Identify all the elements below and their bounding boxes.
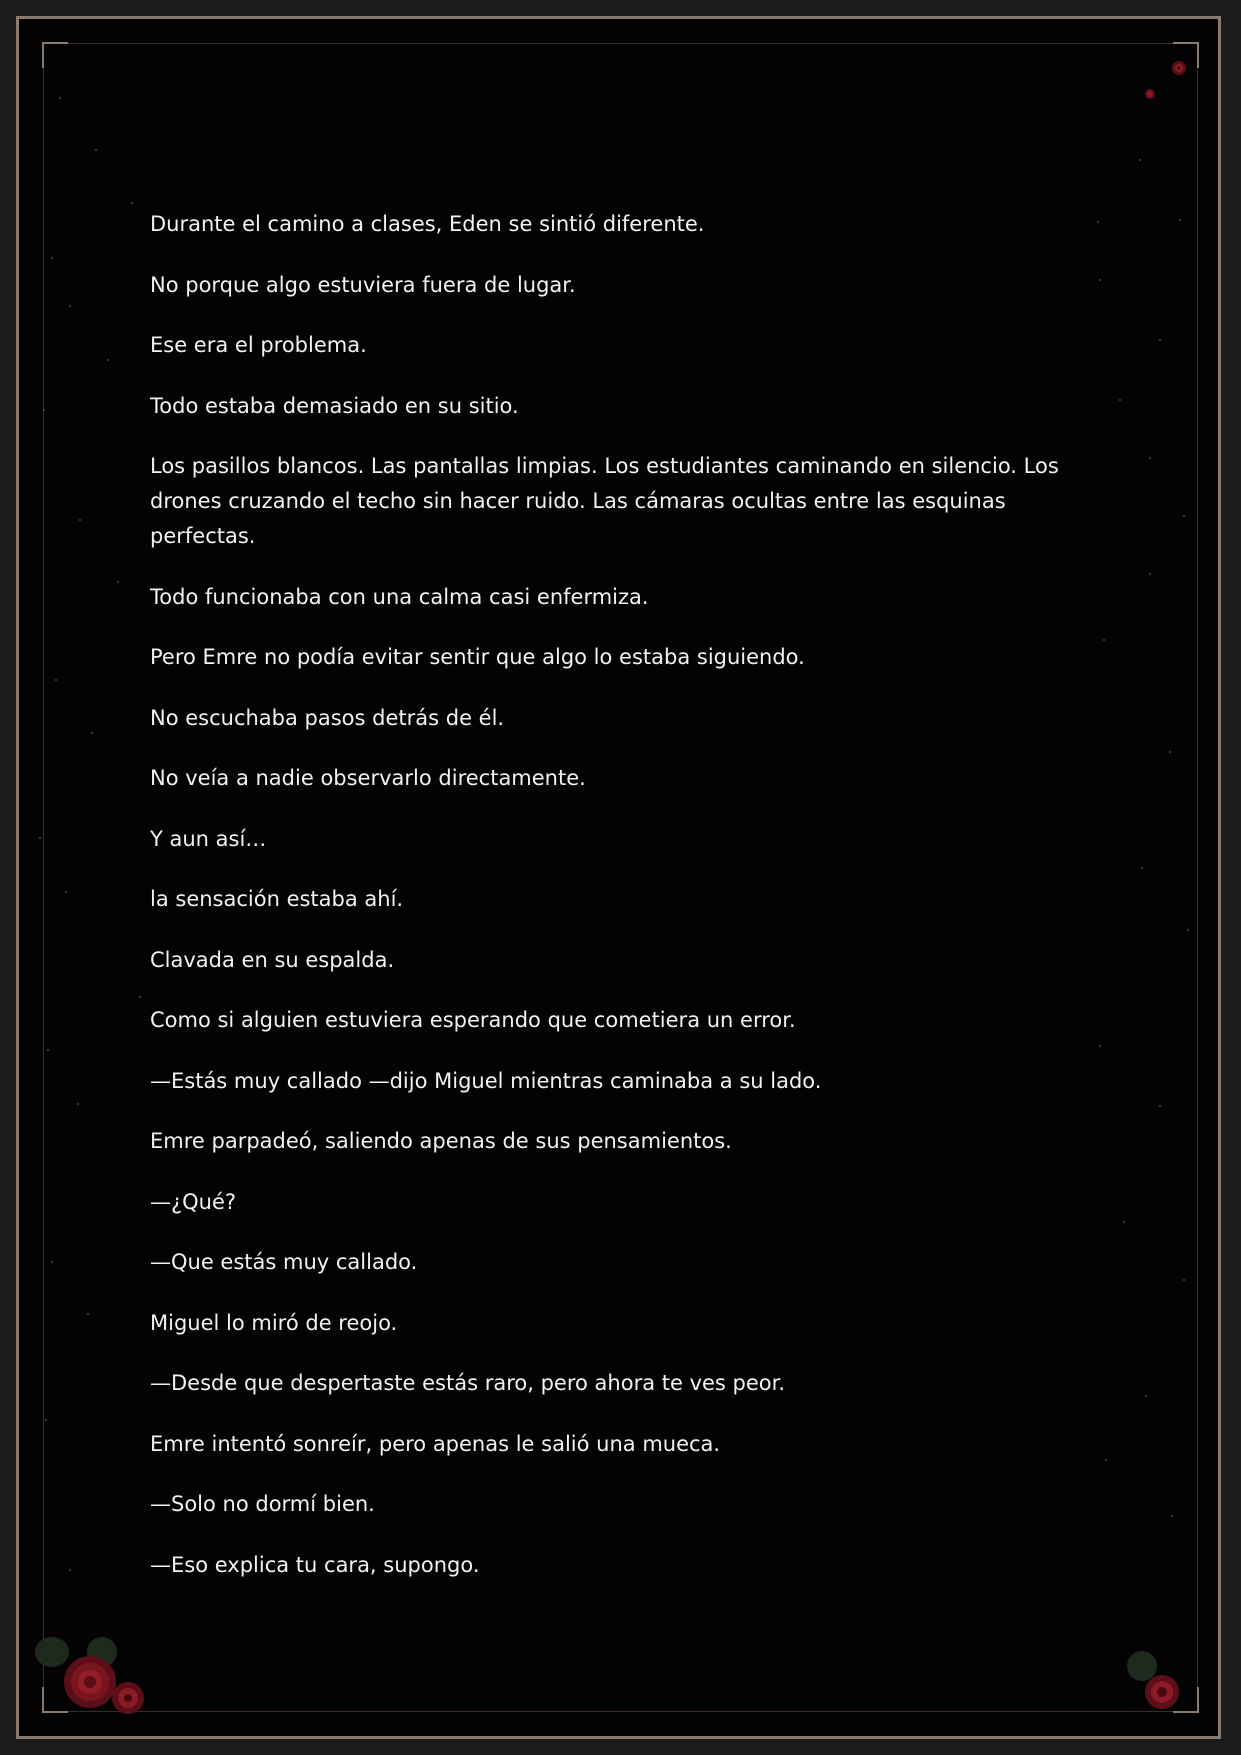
paragraph: Como si alguien estuviera esperando que cometiera un error. [150, 1008, 796, 1032]
paragraph: —¿Qué? [150, 1189, 237, 1214]
paragraph: Y aun así… [150, 826, 267, 851]
paragraph: —Estás muy callado —dijo Miguel mientras caminaba a su lado. [150, 1068, 822, 1093]
rose-decoration-icon [1130, 56, 1190, 106]
story-text [150, 207, 1090, 1608]
paragraph: Emre parpadeó, saliendo apenas de sus pensamientos. [150, 1129, 732, 1153]
paragraph: No veía a nadie observarlo directamente. [150, 766, 586, 790]
paragraph: Los pasillos blancos. Las pantallas limpias. Los estudiantes caminando en silencio. Los drones cruzando el techo sin hacer ruido. Las cámaras ocultas entre las esquinas perfectas. [150, 454, 1059, 548]
paragraph: Emre intentó sonreír, pero apenas le salió una mueca. [150, 1431, 721, 1456]
paragraph: No escuchaba pasos detrás de él. [150, 705, 505, 730]
rose-decoration-icon [30, 1628, 160, 1718]
paragraph: Ese era el problema. [150, 333, 367, 357]
paragraph: Clavada en su espalda. [150, 947, 395, 972]
paragraph: Todo estaba demasiado en su sitio. [150, 393, 519, 418]
paragraph: No porque algo estuviera fuera de lugar. [150, 272, 576, 297]
rose-decoration-icon [1122, 1646, 1192, 1716]
paragraph: —Solo no dormí bien. [150, 1492, 375, 1516]
paragraph: Pero Emre no podía evitar sentir que algo lo estaba siguiendo. [150, 645, 805, 669]
paragraph: la sensación estaba ahí. [150, 887, 404, 911]
paragraph: Durante el camino a clases, Eden se sintió diferente. [150, 212, 705, 236]
paragraph: Todo funcionaba con una calma casi enfermiza. [150, 584, 649, 609]
paragraph: —Desde que despertaste estás raro, pero ahora te ves peor. [150, 1371, 786, 1395]
paragraph: —Que estás muy callado. [150, 1250, 418, 1274]
paragraph: —Eso explica tu cara, supongo. [150, 1552, 480, 1577]
paragraph: Miguel lo miró de reojo. [150, 1310, 398, 1335]
